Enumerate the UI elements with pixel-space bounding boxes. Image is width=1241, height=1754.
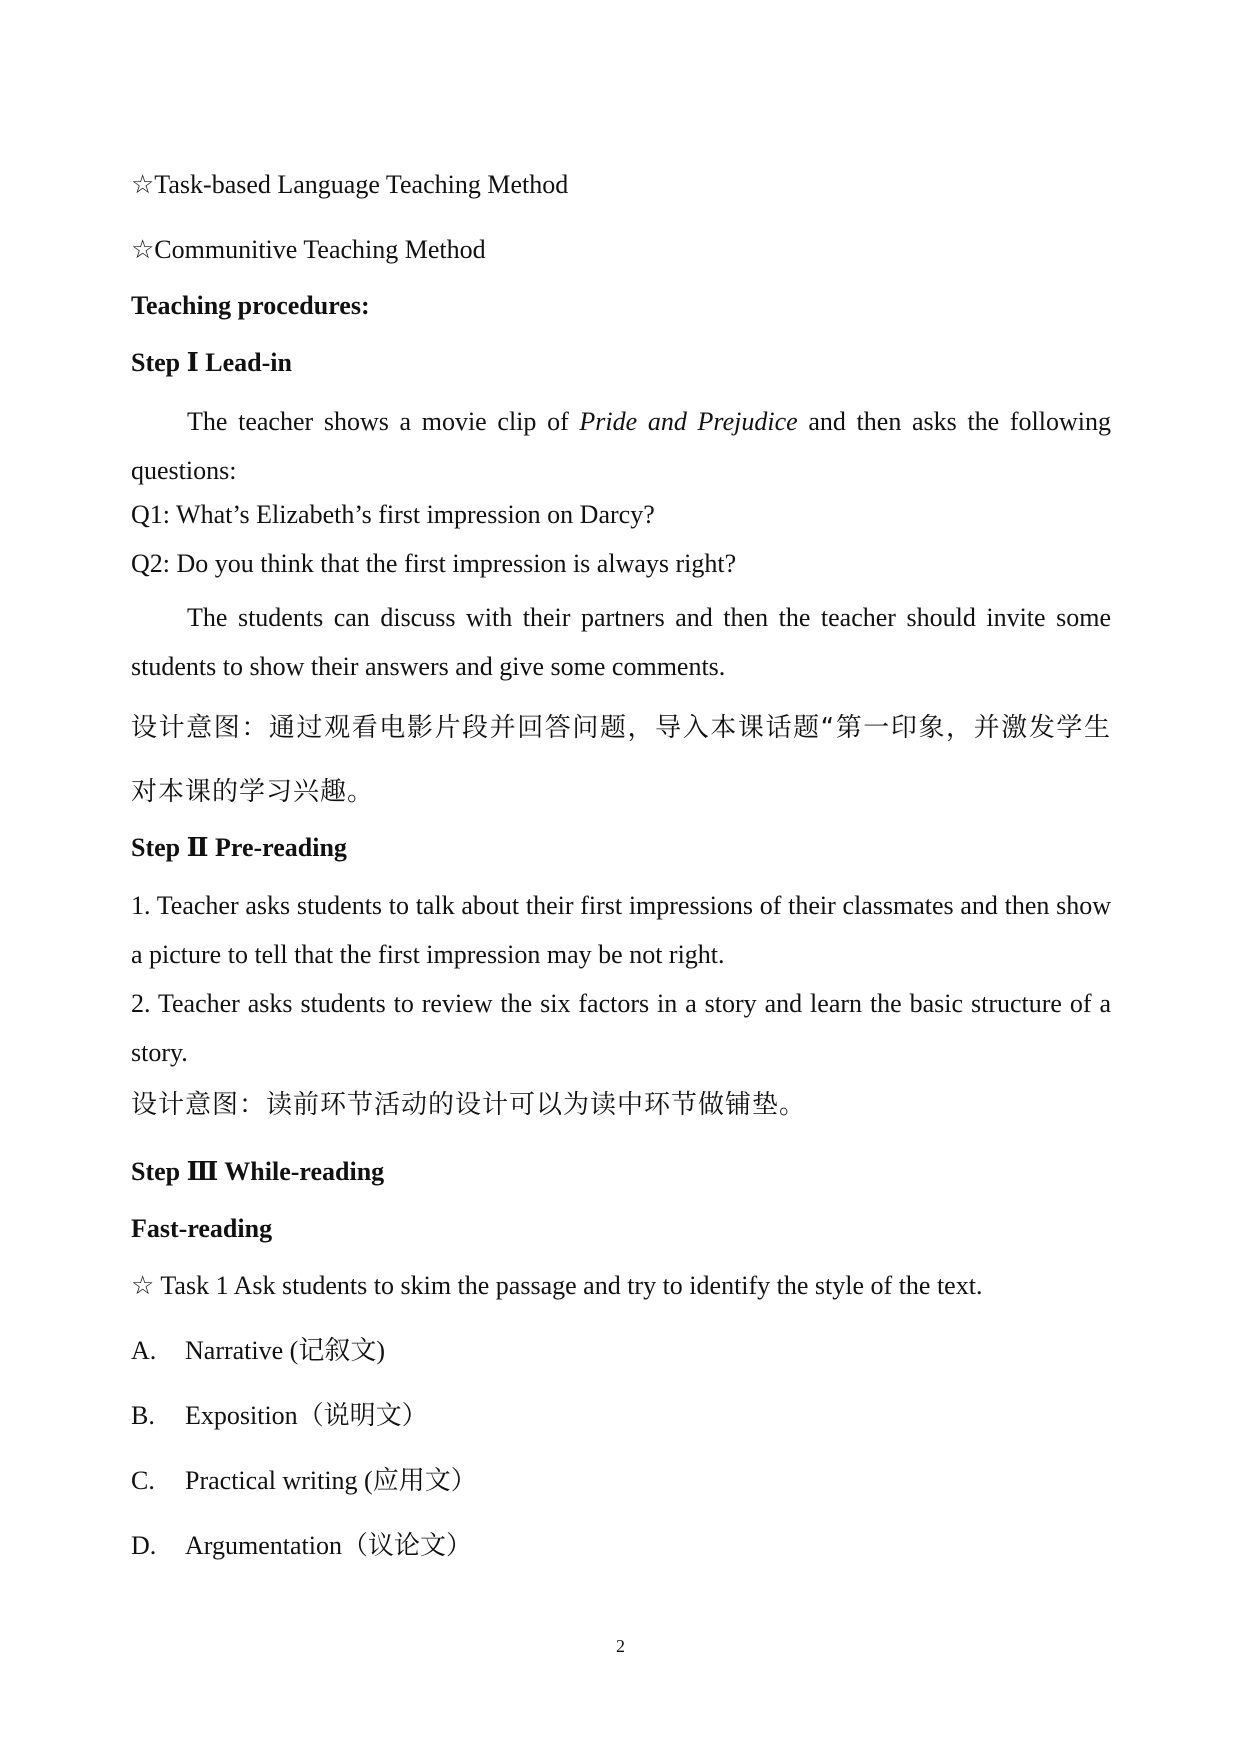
step1-discussion: The students can discuss with their partners and then the teacher should invite some students to show their answers and give some comments. [131,603,1111,681]
option-a-text: Narrative (记叙文) [185,1336,385,1365]
question-1: Q1: What’s Elizabeth’s first impression on Darcy? [131,500,655,529]
fast-reading-heading: Fast-reading [131,1214,273,1243]
question-2: Q2: Do you think that the first impression is always right? [131,549,737,578]
step2-heading: Step Ⅱ Pre-reading [131,833,347,862]
option-c-letter: C. [131,1466,155,1495]
step2-item-2: 2. Teacher asks students to review the six factors in a story and learn the basic structure of a story. [131,989,1111,1067]
option-d-letter: D. [131,1531,157,1560]
page-number: 2 [616,1636,625,1656]
method-communicative: ☆Communitive Teaching Method [131,235,486,264]
option-b [131,1401,428,1431]
option-c-text: Practical writing (应用文） [185,1466,477,1495]
option-a-letter: A. [131,1336,157,1365]
option-b-letter: B. [131,1401,155,1430]
option-a [131,1336,385,1366]
step3-heading: Step Ⅲ While-reading [131,1157,385,1186]
task1-instruction: ☆ Task 1 Ask students to skim the passage and try to identify the style of the text. [131,1271,983,1300]
step1-heading: Step Ⅰ Lead-in [131,348,292,377]
step1-intro-after: and then asks the following questions: [131,407,1112,485]
option-c [131,1466,477,1496]
option-b-text: Exposition（说明文） [185,1401,428,1430]
option-d-text: Argumentation（议论文） [185,1531,472,1560]
step2-item-1: 1. Teacher asks students to talk about their first impressions of their classmates and then show a picture to tell that the first impression may be not right. [131,891,1111,969]
method-task-based: ☆Task-based Language Teaching Method [131,170,569,199]
movie-title: Pride and Prejudice [579,407,798,436]
step1-design-intent: 设计意图：通过观看电影片段并回答问题，导入本课话题“第一印象，并激发学生对本课的学习兴趣。 [131,713,1111,807]
step1-intro [131,397,1111,495]
step1-intro-before: The teacher shows a movie clip of [187,407,580,436]
step2-design-intent: 设计意图：读前环节活动的设计可以为读中环节做铺垫。 [131,1090,807,1120]
procedures-heading: Teaching procedures: [131,291,370,320]
option-d [131,1531,472,1561]
